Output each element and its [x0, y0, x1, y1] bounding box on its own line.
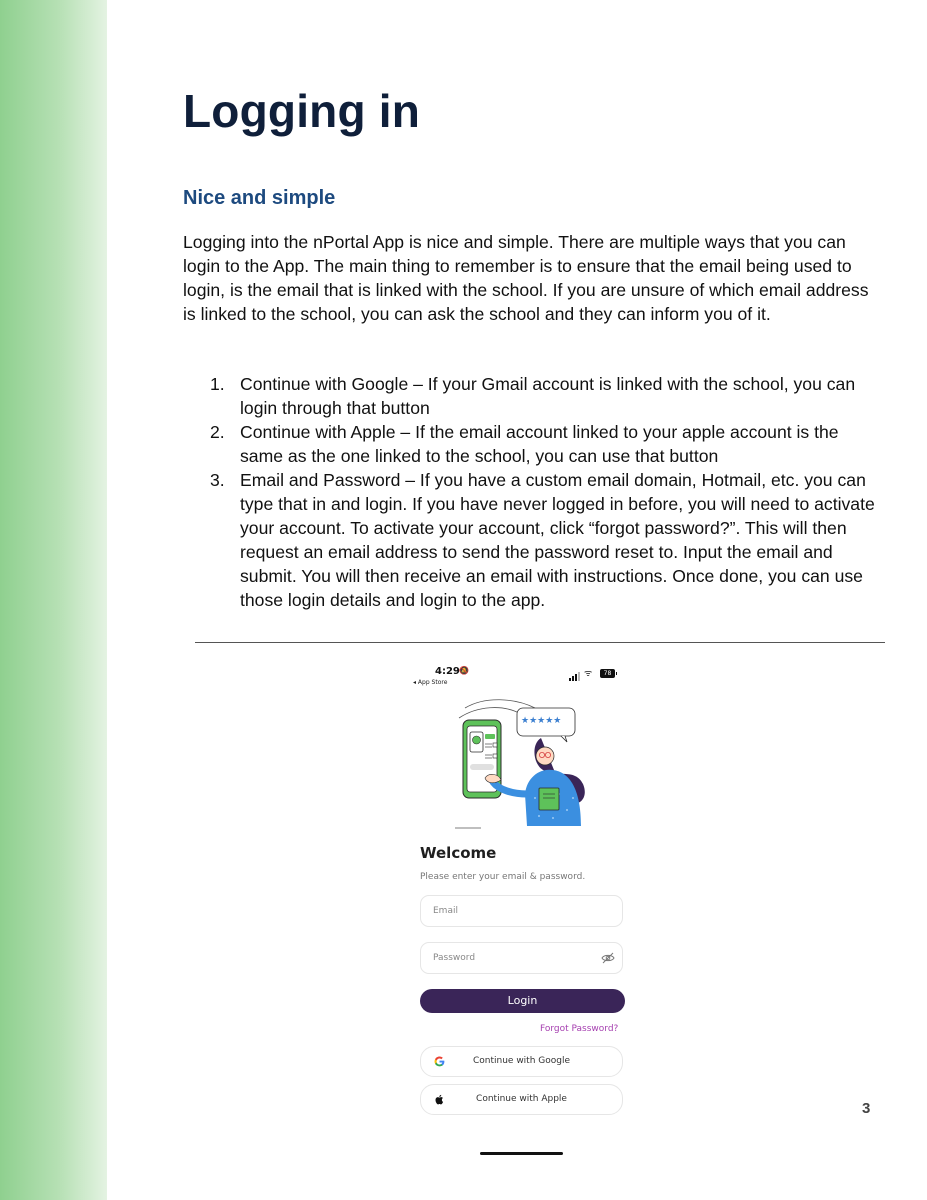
list-number: 1.: [210, 374, 225, 394]
list-text: Continue with Google – If your Gmail account is linked with the school, you can login through that button: [240, 374, 856, 418]
wifi-icon: ᯤ: [584, 669, 593, 679]
login-instructions: Please enter your email & password.: [420, 872, 586, 882]
app-login-screenshot: [405, 660, 637, 1160]
back-to-app-store[interactable]: ◂ App Store: [413, 679, 448, 686]
continue-with-google-button[interactable]: [420, 1046, 623, 1077]
bell-icon: 🔕: [459, 666, 469, 675]
google-button-label: Continue with Google: [472, 1056, 571, 1066]
list-item: [183, 420, 883, 468]
battery-tip: [616, 672, 617, 675]
divider: [195, 642, 885, 643]
welcome-heading: Welcome: [420, 844, 497, 862]
signal-icon: [569, 678, 571, 681]
status-time: 4:29: [435, 666, 460, 677]
email-placeholder: Email: [433, 906, 458, 916]
google-icon: [433, 1055, 446, 1068]
list-text: Email and Password – If you have a custom email domain, Hotmail, etc. you can type that in and login. If you have never logged in before, you will need to activate your account. To activate your account, click “forgot password?”. This will then request an email address to send the password reset to. Input the email and submit. You will then receive an email with instructions. Once done, you can use those login details and login to the app.: [240, 470, 875, 610]
list-text: Continue with Apple – If the email account linked to your apple account is the same as the one linked to the school, you can use that button: [240, 422, 839, 466]
signal-icon: [572, 676, 574, 681]
password-placeholder: Password: [433, 953, 476, 963]
signal-icon: [578, 672, 580, 681]
continue-with-apple-button[interactable]: [420, 1084, 623, 1115]
intro-paragraph: Logging into the nPortal App is nice and simple. There are multiple ways that you can login to the App. The main thing to remember is to ensure that the email being used to login, is the email that is linked with the school. If you are unsure of which email address is linked to the school, you can ask the school and they can inform you of it.: [183, 232, 869, 324]
password-input[interactable]: [420, 942, 623, 974]
page-number: 3: [862, 1100, 871, 1117]
decorative-side-band: [0, 0, 107, 1200]
apple-button-label: Continue with Apple: [476, 1094, 567, 1104]
list-item: [183, 372, 883, 420]
section-heading: Nice and simple: [183, 187, 336, 209]
list-item: [183, 468, 883, 612]
signal-icon: [575, 674, 577, 681]
home-indicator: [480, 1152, 563, 1155]
status-indicators: [569, 669, 619, 681]
svg-text:★★★★★: ★★★★★: [521, 716, 562, 726]
login-button[interactable]: Login: [420, 989, 625, 1013]
battery-icon: 78: [600, 669, 615, 678]
apple-icon: [433, 1093, 446, 1106]
steps-list: [183, 372, 883, 612]
eye-off-icon[interactable]: [601, 951, 615, 965]
login-illustration: [455, 698, 595, 833]
forgot-password-link[interactable]: Forgot Password?: [540, 1024, 619, 1034]
list-number: 2.: [210, 422, 225, 442]
email-input[interactable]: [420, 895, 623, 927]
page-title: Logging in: [183, 85, 421, 137]
list-number: 3.: [210, 470, 225, 490]
